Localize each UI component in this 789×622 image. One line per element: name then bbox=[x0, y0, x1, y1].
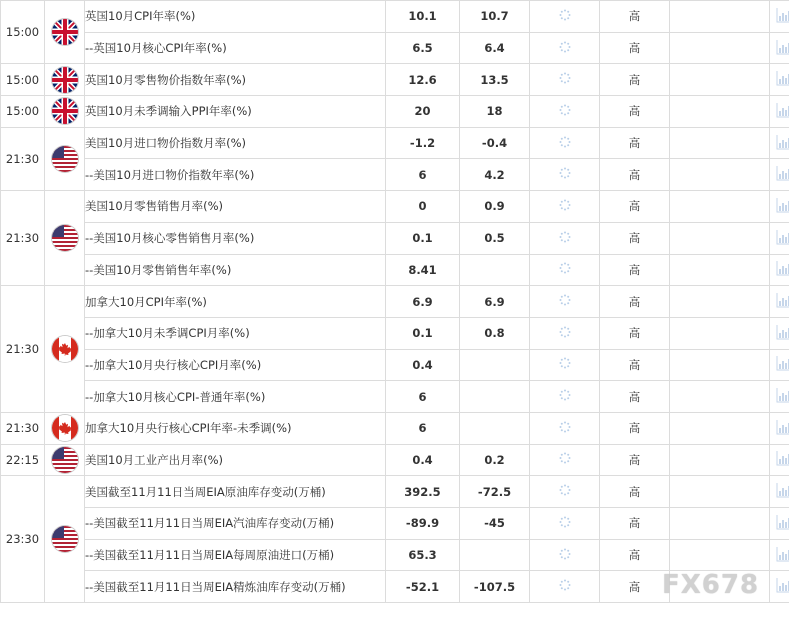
table-row bbox=[1, 381, 789, 413]
event-name[interactable]: 英国10月CPI年率(%) bbox=[85, 1, 386, 33]
event-name[interactable]: 加拿大10月CPI年率(%) bbox=[85, 286, 386, 318]
event-name[interactable]: 英国10月未季调输入PPI年率(%) bbox=[85, 96, 386, 128]
forecast-cell bbox=[530, 254, 600, 286]
previous-value: 0.9 bbox=[460, 191, 530, 223]
empty-cell bbox=[670, 191, 770, 223]
importance-level: 高 bbox=[600, 159, 670, 191]
loading-spinner-icon bbox=[559, 579, 571, 591]
table-row bbox=[1, 508, 789, 540]
importance-level: 高 bbox=[600, 127, 670, 159]
loading-spinner-icon bbox=[559, 262, 571, 274]
importance-level: 高 bbox=[600, 96, 670, 128]
table-row bbox=[1, 539, 789, 571]
uk-flag-icon bbox=[52, 67, 78, 93]
bar-chart-icon[interactable] bbox=[776, 355, 789, 371]
bar-chart-icon[interactable] bbox=[776, 165, 789, 181]
importance-level: 高 bbox=[600, 571, 670, 603]
bar-chart-icon[interactable] bbox=[776, 324, 789, 340]
loading-spinner-icon bbox=[559, 167, 571, 179]
event-name[interactable]: --美国10月核心零售销售月率(%) bbox=[85, 222, 386, 254]
actual-value: 6 bbox=[386, 412, 460, 444]
previous-value bbox=[460, 539, 530, 571]
forecast-cell bbox=[530, 222, 600, 254]
chart-cell[interactable] bbox=[770, 444, 789, 476]
actual-value: 0.1 bbox=[386, 317, 460, 349]
event-time: 15:00 bbox=[1, 96, 45, 128]
chart-cell[interactable] bbox=[770, 508, 789, 540]
event-name[interactable]: 美国10月零售销售月率(%) bbox=[85, 191, 386, 223]
previous-value: -0.4 bbox=[460, 127, 530, 159]
importance-level: 高 bbox=[600, 317, 670, 349]
bar-chart-icon[interactable] bbox=[776, 387, 789, 403]
chart-cell[interactable] bbox=[770, 222, 789, 254]
loading-spinner-icon bbox=[559, 41, 571, 53]
previous-value: -45 bbox=[460, 508, 530, 540]
empty-cell bbox=[670, 32, 770, 64]
actual-value: 8.41 bbox=[386, 254, 460, 286]
importance-level: 高 bbox=[600, 539, 670, 571]
event-name[interactable]: 美国10月工业产出月率(%) bbox=[85, 444, 386, 476]
chart-cell[interactable] bbox=[770, 381, 789, 413]
country-flag-cell bbox=[45, 1, 85, 64]
actual-value: 392.5 bbox=[386, 476, 460, 508]
country-flag-cell bbox=[45, 127, 85, 190]
forecast-cell bbox=[530, 317, 600, 349]
forecast-cell bbox=[530, 444, 600, 476]
event-name[interactable]: --美国截至11月11日当周EIA汽油库存变动(万桶) bbox=[85, 508, 386, 540]
forecast-cell bbox=[530, 539, 600, 571]
table-row bbox=[1, 32, 789, 64]
forecast-cell bbox=[530, 159, 600, 191]
us-flag-icon bbox=[52, 447, 78, 473]
loading-spinner-icon bbox=[559, 199, 571, 211]
empty-cell bbox=[670, 159, 770, 191]
uk-flag-icon bbox=[52, 19, 78, 45]
chart-cell[interactable] bbox=[770, 191, 789, 223]
actual-value: 6 bbox=[386, 159, 460, 191]
country-flag-cell bbox=[45, 412, 85, 444]
chart-cell[interactable] bbox=[770, 64, 789, 96]
table-row bbox=[1, 127, 789, 159]
forecast-cell bbox=[530, 96, 600, 128]
chart-cell[interactable] bbox=[770, 412, 789, 444]
table-row bbox=[1, 254, 789, 286]
chart-cell[interactable] bbox=[770, 32, 789, 64]
actual-value: 6.9 bbox=[386, 286, 460, 318]
chart-cell[interactable] bbox=[770, 317, 789, 349]
empty-cell bbox=[670, 286, 770, 318]
previous-value bbox=[460, 254, 530, 286]
previous-value: 4.2 bbox=[460, 159, 530, 191]
table-row bbox=[1, 286, 789, 318]
bar-chart-icon[interactable] bbox=[776, 450, 789, 466]
event-name[interactable]: --加拿大10月未季调CPI月率(%) bbox=[85, 317, 386, 349]
empty-cell bbox=[670, 381, 770, 413]
table-row bbox=[1, 191, 789, 223]
actual-value: 65.3 bbox=[386, 539, 460, 571]
chart-cell[interactable] bbox=[770, 127, 789, 159]
empty-cell bbox=[670, 444, 770, 476]
bar-chart-icon[interactable] bbox=[776, 39, 789, 55]
bar-chart-icon[interactable] bbox=[776, 482, 789, 498]
chart-cell[interactable] bbox=[770, 571, 789, 603]
country-flag-cell bbox=[45, 476, 85, 603]
country-flag-cell bbox=[45, 286, 85, 413]
loading-spinner-icon bbox=[559, 357, 571, 369]
previous-value: 13.5 bbox=[460, 64, 530, 96]
event-time: 15:00 bbox=[1, 1, 45, 64]
importance-level: 高 bbox=[600, 254, 670, 286]
previous-value: 6.4 bbox=[460, 32, 530, 64]
table-row bbox=[1, 159, 789, 191]
empty-cell bbox=[670, 254, 770, 286]
loading-spinner-icon bbox=[559, 516, 571, 528]
chart-cell[interactable] bbox=[770, 1, 789, 33]
empty-cell bbox=[670, 508, 770, 540]
actual-value: 0.1 bbox=[386, 222, 460, 254]
event-name[interactable]: --美国截至11月11日当周EIA精炼油库存变动(万桶) bbox=[85, 571, 386, 603]
us-flag-icon bbox=[52, 225, 78, 251]
bar-chart-icon[interactable] bbox=[776, 419, 789, 435]
actual-value: 20 bbox=[386, 96, 460, 128]
us-flag-icon bbox=[52, 526, 78, 552]
forecast-cell bbox=[530, 64, 600, 96]
bar-chart-icon[interactable] bbox=[776, 514, 789, 530]
country-flag-cell bbox=[45, 64, 85, 96]
event-name[interactable]: 美国10月进口物价指数月率(%) bbox=[85, 127, 386, 159]
previous-value: 0.5 bbox=[460, 222, 530, 254]
importance-level: 高 bbox=[600, 32, 670, 64]
table-row bbox=[1, 476, 789, 508]
actual-value: 0.4 bbox=[386, 444, 460, 476]
event-name[interactable]: 加拿大10月央行核心CPI年率-未季调(%) bbox=[85, 412, 386, 444]
actual-value: -52.1 bbox=[386, 571, 460, 603]
forecast-cell bbox=[530, 349, 600, 381]
chart-cell[interactable] bbox=[770, 539, 789, 571]
us-flag-icon bbox=[52, 146, 78, 172]
previous-value: 0.2 bbox=[460, 444, 530, 476]
table-row bbox=[1, 412, 789, 444]
forecast-cell bbox=[530, 571, 600, 603]
forecast-cell bbox=[530, 381, 600, 413]
table-row bbox=[1, 349, 789, 381]
empty-cell bbox=[670, 64, 770, 96]
empty-cell bbox=[670, 222, 770, 254]
actual-value: 0.4 bbox=[386, 349, 460, 381]
bar-chart-icon[interactable] bbox=[776, 229, 789, 245]
table-row bbox=[1, 1, 789, 33]
forecast-cell bbox=[530, 508, 600, 540]
previous-value bbox=[460, 381, 530, 413]
importance-level: 高 bbox=[600, 222, 670, 254]
bar-chart-icon[interactable] bbox=[776, 260, 789, 276]
loading-spinner-icon bbox=[559, 452, 571, 464]
previous-value: 6.9 bbox=[460, 286, 530, 318]
forecast-cell bbox=[530, 476, 600, 508]
event-time: 15:00 bbox=[1, 64, 45, 96]
empty-cell bbox=[670, 127, 770, 159]
actual-value: -1.2 bbox=[386, 127, 460, 159]
event-time: 21:30 bbox=[1, 286, 45, 413]
actual-value: 6 bbox=[386, 381, 460, 413]
event-time: 23:30 bbox=[1, 476, 45, 603]
uk-flag-icon bbox=[52, 98, 78, 124]
previous-value: 0.8 bbox=[460, 317, 530, 349]
actual-value: 0 bbox=[386, 191, 460, 223]
event-name[interactable]: --美国截至11月11日当周EIA每周原油进口(万桶) bbox=[85, 539, 386, 571]
event-name[interactable]: --美国10月零售销售年率(%) bbox=[85, 254, 386, 286]
bar-chart-icon[interactable] bbox=[776, 134, 789, 150]
importance-level: 高 bbox=[600, 508, 670, 540]
loading-spinner-icon bbox=[559, 421, 571, 433]
previous-value bbox=[460, 349, 530, 381]
chart-cell[interactable] bbox=[770, 159, 789, 191]
table-row bbox=[1, 96, 789, 128]
event-name[interactable]: --美国10月进口物价指数年率(%) bbox=[85, 159, 386, 191]
importance-level: 高 bbox=[600, 64, 670, 96]
loading-spinner-icon bbox=[559, 484, 571, 496]
chart-cell[interactable] bbox=[770, 476, 789, 508]
event-name[interactable]: --加拿大10月央行核心CPI月率(%) bbox=[85, 349, 386, 381]
event-time: 21:30 bbox=[1, 127, 45, 190]
event-time: 21:30 bbox=[1, 191, 45, 286]
actual-value: 6.5 bbox=[386, 32, 460, 64]
importance-level: 高 bbox=[600, 349, 670, 381]
importance-level: 高 bbox=[600, 286, 670, 318]
forecast-cell bbox=[530, 1, 600, 33]
empty-cell bbox=[670, 539, 770, 571]
empty-cell bbox=[670, 476, 770, 508]
forecast-cell bbox=[530, 286, 600, 318]
loading-spinner-icon bbox=[559, 294, 571, 306]
empty-cell bbox=[670, 96, 770, 128]
bar-chart-icon[interactable] bbox=[776, 102, 789, 118]
chart-cell[interactable] bbox=[770, 96, 789, 128]
bar-chart-icon[interactable] bbox=[776, 292, 789, 308]
event-name[interactable]: --英国10月核心CPI年率(%) bbox=[85, 32, 386, 64]
loading-spinner-icon bbox=[559, 9, 571, 21]
ca-flag-icon bbox=[52, 415, 78, 441]
country-flag-cell bbox=[45, 96, 85, 128]
importance-level: 高 bbox=[600, 1, 670, 33]
previous-value: 10.7 bbox=[460, 1, 530, 33]
table-row bbox=[1, 222, 789, 254]
loading-spinner-icon bbox=[559, 231, 571, 243]
importance-level: 高 bbox=[600, 381, 670, 413]
empty-cell bbox=[670, 412, 770, 444]
watermark-logo: FX678 bbox=[662, 570, 760, 600]
forecast-cell bbox=[530, 412, 600, 444]
previous-value: -107.5 bbox=[460, 571, 530, 603]
forecast-cell bbox=[530, 127, 600, 159]
ca-flag-icon bbox=[52, 336, 78, 362]
actual-value: -89.9 bbox=[386, 508, 460, 540]
loading-spinner-icon bbox=[559, 326, 571, 338]
bar-chart-icon[interactable] bbox=[776, 7, 789, 23]
bar-chart-icon[interactable] bbox=[776, 577, 789, 593]
importance-level: 高 bbox=[600, 191, 670, 223]
event-name[interactable]: 英国10月零售物价指数年率(%) bbox=[85, 64, 386, 96]
chart-cell[interactable] bbox=[770, 349, 789, 381]
empty-cell bbox=[670, 1, 770, 33]
bar-chart-icon[interactable] bbox=[776, 546, 789, 562]
actual-value: 12.6 bbox=[386, 64, 460, 96]
event-time: 21:30 bbox=[1, 412, 45, 444]
empty-cell bbox=[670, 317, 770, 349]
loading-spinner-icon bbox=[559, 548, 571, 560]
loading-spinner-icon bbox=[559, 104, 571, 116]
event-name[interactable]: 美国截至11月11日当周EIA原油库存变动(万桶) bbox=[85, 476, 386, 508]
table-row bbox=[1, 317, 789, 349]
chart-cell[interactable] bbox=[770, 254, 789, 286]
importance-level: 高 bbox=[600, 476, 670, 508]
importance-level: 高 bbox=[600, 412, 670, 444]
bar-chart-icon[interactable] bbox=[776, 70, 789, 86]
importance-level: 高 bbox=[600, 444, 670, 476]
bar-chart-icon[interactable] bbox=[776, 197, 789, 213]
loading-spinner-icon bbox=[559, 389, 571, 401]
previous-value bbox=[460, 412, 530, 444]
forecast-cell bbox=[530, 191, 600, 223]
actual-value: 10.1 bbox=[386, 1, 460, 33]
table-row bbox=[1, 64, 789, 96]
country-flag-cell bbox=[45, 191, 85, 286]
previous-value: -72.5 bbox=[460, 476, 530, 508]
loading-spinner-icon bbox=[559, 136, 571, 148]
event-name[interactable]: --加拿大10月核心CPI-普通年率(%) bbox=[85, 381, 386, 413]
event-time: 22:15 bbox=[1, 444, 45, 476]
country-flag-cell bbox=[45, 444, 85, 476]
empty-cell bbox=[670, 349, 770, 381]
chart-cell[interactable] bbox=[770, 286, 789, 318]
forecast-cell bbox=[530, 32, 600, 64]
table-row bbox=[1, 444, 789, 476]
previous-value: 18 bbox=[460, 96, 530, 128]
loading-spinner-icon bbox=[559, 72, 571, 84]
